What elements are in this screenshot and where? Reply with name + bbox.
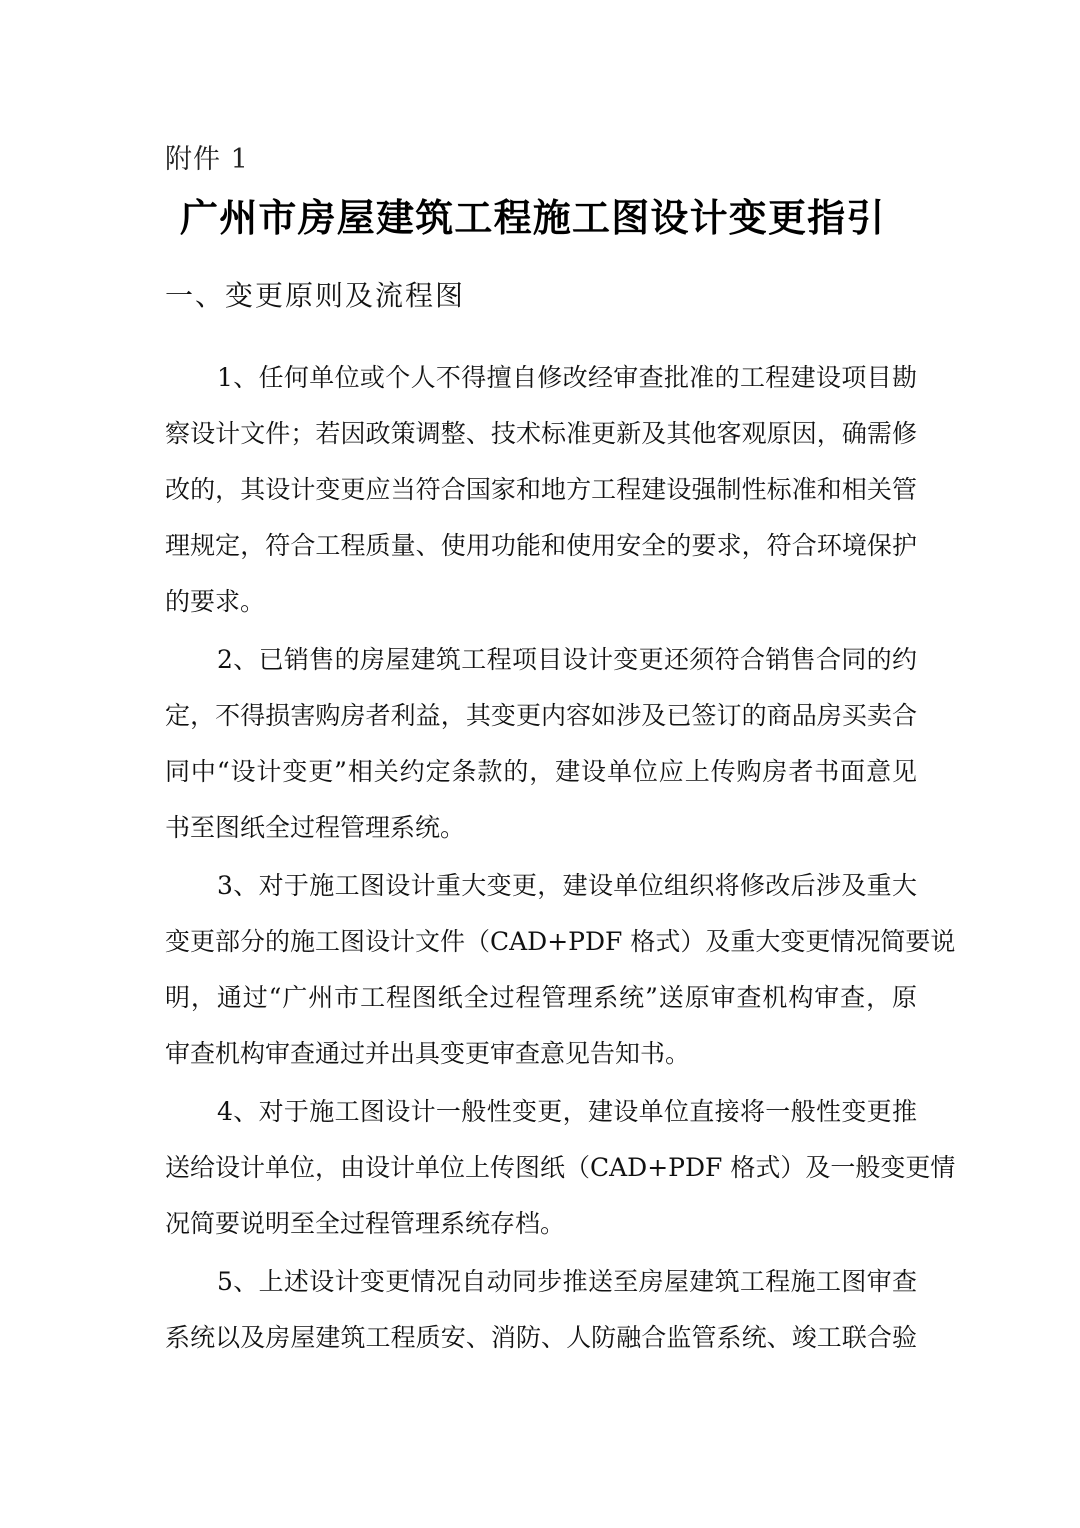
paragraph-line: 书至图纸全过程管理系统。 (165, 813, 466, 842)
paragraph-3 (165, 858, 956, 1082)
paragraph-line: 的要求。 (165, 587, 266, 616)
paragraph-line: 5、上述设计变更情况自动同步推送至房屋建筑工程施工图审查 (217, 1267, 917, 1296)
paragraph-line: 1、任何单位或个人不得擅自修改经审查批准的工程建设项目勘 (217, 363, 917, 392)
paragraph-5 (165, 1254, 917, 1366)
paragraph-line: 同中“设计变更”相关约定条款的，建设单位应上传购房者书面意见 (165, 757, 917, 786)
paragraph-line: 变更部分的施工图设计文件（CAD+PDF 格式）及重大变更情况简要说 (165, 927, 956, 956)
paragraph-line: 系统以及房屋建筑工程质安、消防、人防融合监管系统、竣工联合验 (165, 1323, 917, 1352)
paragraph-line: 况简要说明至全过程管理系统存档。 (165, 1209, 566, 1238)
paragraph-line: 3、对于施工图设计重大变更，建设单位组织将修改后涉及重大 (217, 871, 917, 900)
paragraph-line: 2、已销售的房屋建筑工程项目设计变更还须符合销售合同的约 (217, 645, 917, 674)
paragraph-line: 明，通过“广州市工程图纸全过程管理系统”送原审查机构审查，原 (165, 983, 917, 1012)
paragraph-1 (165, 350, 917, 630)
document-title: 广州市房屋建筑工程施工图设计变更指引 (180, 195, 886, 240)
section-heading: 一、变更原则及流程图 (165, 279, 466, 312)
paragraph-line: 改的，其设计变更应当符合国家和地方工程建设强制性标准和相关管 (165, 475, 917, 504)
paragraph-line: 定，不得损害购房者利益，其变更内容如涉及已签订的商品房买卖合 (165, 701, 917, 730)
paragraph-line: 理规定，符合工程质量、使用功能和使用安全的要求，符合环境保护 (165, 531, 917, 560)
paragraph-line: 4、对于施工图设计一般性变更，建设单位直接将一般性变更推 (217, 1097, 917, 1126)
paragraph-4 (165, 1084, 956, 1252)
paragraph-2 (165, 632, 917, 856)
paragraph-line: 送给设计单位，由设计单位上传图纸（CAD+PDF 格式）及一般变更情 (165, 1153, 956, 1182)
attachment-label: 附件 1 (165, 144, 249, 175)
paragraph-line: 审查机构审查通过并出具变更审查意见告知书。 (165, 1039, 691, 1068)
paragraph-line: 察设计文件；若因政策调整、技术标准更新及其他客观原因，确需修 (165, 419, 917, 448)
